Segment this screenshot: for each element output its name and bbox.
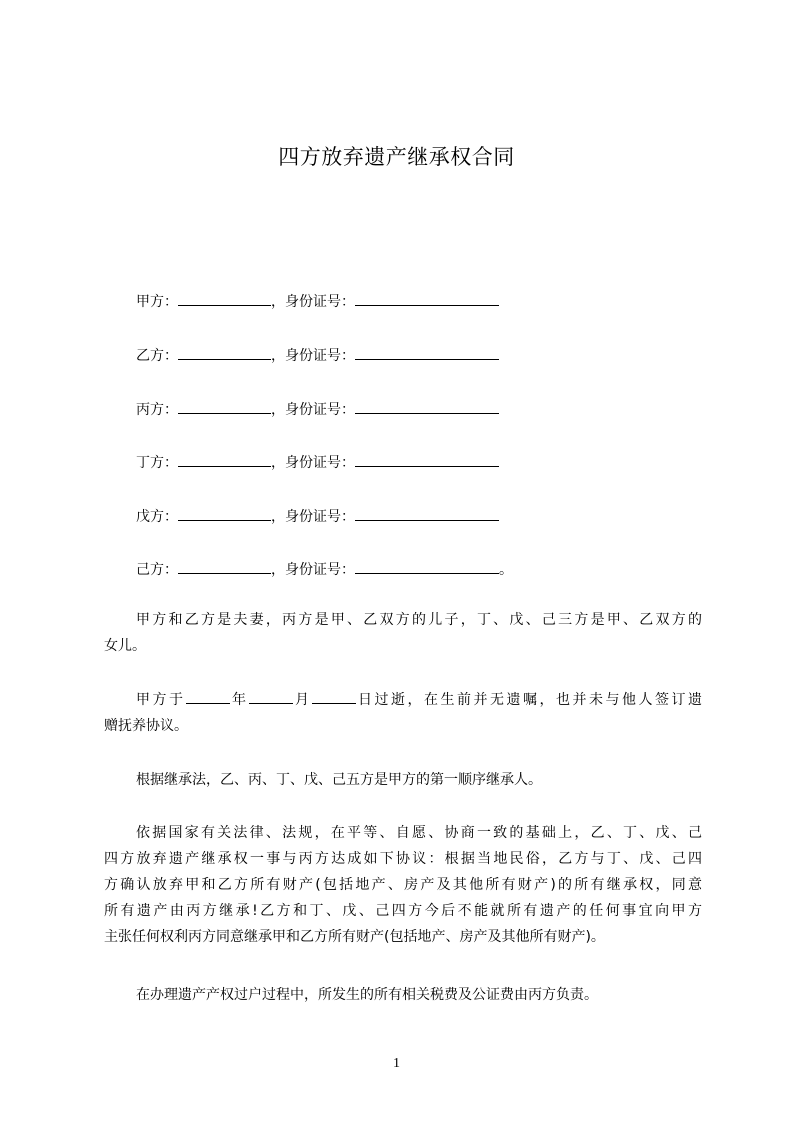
paragraph-agreement bbox=[104, 820, 702, 950]
name-blank[interactable] bbox=[178, 399, 271, 414]
party-line-ji bbox=[136, 559, 513, 580]
year-blank[interactable] bbox=[186, 689, 230, 704]
id-blank[interactable] bbox=[355, 291, 499, 306]
paragraph-line: 根据继承法，乙、丙、丁、戊、己五方是甲方的第一顺序继承人。 bbox=[136, 772, 542, 788]
page-number: 1 bbox=[393, 1056, 400, 1071]
id-label: ，身份证号： bbox=[271, 348, 355, 364]
paragraph-line: 四方放弃遗产继承权一事与丙方达成如下协议：根据当地民俗，乙方与丁、戊、己四 bbox=[104, 851, 702, 867]
paragraph-fees bbox=[104, 982, 702, 1008]
id-label: ，身份证号： bbox=[271, 509, 355, 525]
paragraph-heirs bbox=[104, 767, 702, 793]
month-label: 月 bbox=[292, 692, 312, 708]
paragraph-line: 在办理遗产产权过户过程中，所发生的所有相关税费及公证费由丙方负责。 bbox=[136, 987, 598, 1003]
party-label: 甲方： bbox=[136, 294, 178, 310]
final-period: 。 bbox=[499, 562, 513, 578]
paragraph-line: 所有遗产由丙方继承!乙方和丁、戊、己四方今后不能就所有遗产的任何事宜向甲方 bbox=[104, 903, 702, 919]
paragraph-line: 女儿。 bbox=[104, 638, 146, 654]
name-blank[interactable] bbox=[178, 506, 271, 521]
paragraph-line: 甲方和乙方是夫妻，丙方是甲、乙双方的儿子，丁、戊、己三方是甲、乙双方的 bbox=[136, 612, 702, 628]
year-label: 年 bbox=[229, 692, 249, 708]
party-line-jia bbox=[136, 291, 499, 312]
paragraph-line bbox=[104, 687, 702, 713]
name-blank[interactable] bbox=[178, 452, 271, 467]
id-blank[interactable] bbox=[355, 345, 499, 360]
party-label: 丙方： bbox=[136, 402, 178, 418]
date-rest: 日过逝，在生前并无遗嘱，也并未与他人签订遗 bbox=[355, 692, 702, 708]
id-label: ，身份证号： bbox=[271, 294, 355, 310]
name-blank[interactable] bbox=[178, 345, 271, 360]
party-line-bing bbox=[136, 399, 499, 420]
id-blank[interactable] bbox=[355, 452, 499, 467]
date-prefix: 甲方于 bbox=[136, 692, 186, 708]
day-blank[interactable] bbox=[312, 689, 356, 704]
paragraph-line: 方确认放弃甲和乙方所有财产(包括地产、房产及其他所有财产)的所有继承权，同意 bbox=[104, 877, 702, 893]
paragraph-death-date bbox=[104, 687, 702, 739]
name-blank[interactable] bbox=[178, 291, 271, 306]
party-label: 己方： bbox=[136, 562, 178, 578]
id-label: ，身份证号： bbox=[271, 402, 355, 418]
paragraph-line: 主张任何权利丙方同意继承甲和乙方所有财产(包括地产、房产及其他所有财产)。 bbox=[104, 929, 605, 945]
party-label: 戊方： bbox=[136, 509, 178, 525]
paragraph-relationship bbox=[104, 607, 702, 659]
paragraph-line: 赠抚养协议。 bbox=[104, 718, 188, 734]
document-title: 四方放弃遗产继承权合同 bbox=[278, 145, 515, 169]
id-blank[interactable] bbox=[355, 506, 499, 521]
party-line-ding bbox=[136, 452, 499, 473]
party-line-wu bbox=[136, 506, 499, 527]
party-line-yi bbox=[136, 345, 499, 366]
id-blank[interactable] bbox=[355, 399, 499, 414]
id-blank[interactable] bbox=[355, 559, 499, 574]
paragraph-line: 依据国家有关法律、法规，在平等、自愿、协商一致的基础上，乙、丁、戊、己 bbox=[136, 825, 702, 841]
party-label: 乙方： bbox=[136, 348, 178, 364]
id-label: ，身份证号： bbox=[271, 562, 355, 578]
name-blank[interactable] bbox=[178, 559, 271, 574]
party-label: 丁方： bbox=[136, 455, 178, 471]
id-label: ，身份证号： bbox=[271, 455, 355, 471]
month-blank[interactable] bbox=[249, 689, 293, 704]
